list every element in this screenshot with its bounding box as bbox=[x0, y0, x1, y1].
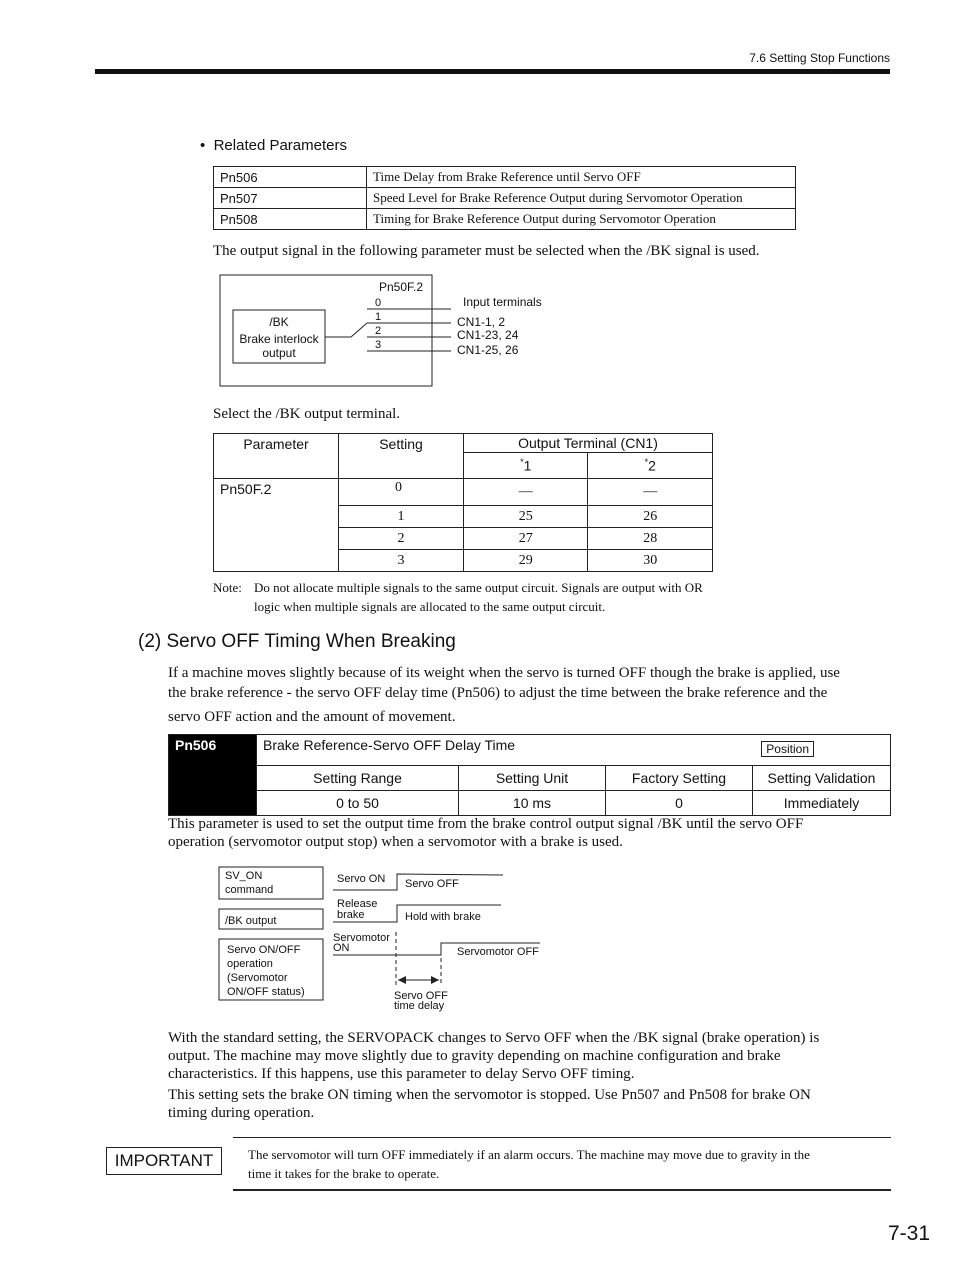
bk-output-label: /BK output bbox=[225, 915, 277, 927]
arrow-head-left bbox=[398, 976, 406, 984]
value-factory-setting: 0 bbox=[606, 791, 753, 816]
important-text bbox=[248, 1145, 810, 1183]
header-setting: Setting bbox=[339, 434, 464, 479]
setting-cell: 0 bbox=[339, 479, 464, 506]
table-header-row bbox=[169, 766, 891, 791]
related-heading-text: Related Parameters bbox=[213, 137, 347, 154]
table-row bbox=[169, 735, 891, 766]
pn50f2-label: Pn50F.2 bbox=[379, 280, 424, 294]
hold-brake-label: Hold with brake bbox=[405, 911, 481, 923]
arrow-head-right bbox=[431, 976, 439, 984]
motor-on-label-2: ON bbox=[333, 942, 350, 954]
header-setting-validation: Setting Validation bbox=[753, 766, 891, 791]
terminal-1-cell: 29 bbox=[464, 550, 588, 572]
output-signal-text: The output signal in the following parameter must be selected when the /BK signal is used. bbox=[213, 243, 760, 259]
param-desc-line1: This parameter is used to set the output time from the brake control output signal /BK until the servo OFF bbox=[168, 816, 804, 832]
section-title: (2) Servo OFF Timing When Breaking bbox=[138, 631, 456, 652]
desc-cell: Time Delay from Brake Reference until Servo OFF bbox=[367, 167, 796, 188]
important-label: IMPORTANT bbox=[106, 1147, 222, 1175]
header-parameter: Parameter bbox=[214, 434, 339, 479]
section-header: 7.6 Setting Stop Functions bbox=[749, 51, 890, 65]
standard-line2: output. The machine may move slightly due to gravity depending on machine configuration and brake bbox=[168, 1048, 781, 1064]
param-cell: Pn508 bbox=[214, 209, 367, 230]
subheader-2 bbox=[588, 453, 713, 479]
terminal-2-cell: 26 bbox=[588, 506, 713, 528]
release-brake-label-2: brake bbox=[337, 909, 365, 921]
table-row bbox=[214, 167, 796, 188]
terminal-2-cell: 30 bbox=[588, 550, 713, 572]
note-line1: Do not allocate multiple signals to the same output circuit. Signals are output with OR bbox=[254, 580, 703, 595]
terminal-1-cell: 27 bbox=[464, 528, 588, 550]
terminal-2-cell: — bbox=[588, 479, 713, 506]
header-rule bbox=[95, 69, 890, 74]
subheader-1-text: 1 bbox=[523, 457, 532, 474]
position-3: 3 bbox=[375, 339, 382, 351]
sv-on-label-2: command bbox=[225, 884, 274, 896]
footnote-star: * bbox=[520, 457, 524, 468]
section-para-line3: servo OFF action and the amount of movement. bbox=[168, 709, 456, 725]
servo-on-label: Servo ON bbox=[337, 873, 386, 885]
important-top-rule bbox=[233, 1137, 891, 1138]
param-name-cell bbox=[257, 735, 891, 766]
subheader-2-text: 2 bbox=[648, 457, 656, 474]
param-number: Pn506 bbox=[175, 737, 217, 753]
table-row bbox=[214, 479, 713, 506]
position-0: 0 bbox=[375, 297, 382, 309]
standard-line1: With the standard setting, the SERVOPACK changes to Servo OFF when the /BK signal (brake operation) is bbox=[168, 1030, 820, 1046]
bk-box-line1: /BK bbox=[269, 315, 289, 329]
output-terminal-table bbox=[213, 433, 713, 572]
release-brake-label-1: Release bbox=[337, 898, 378, 910]
table-row bbox=[214, 209, 796, 230]
note-line2: logic when multiple signals are allocated to the same output circuit. bbox=[254, 599, 606, 614]
param-name: Brake Reference-Servo OFF Delay Time bbox=[263, 737, 516, 753]
delay-label-2: time delay bbox=[394, 1000, 445, 1012]
terminal-1-cell: 25 bbox=[464, 506, 588, 528]
setting-cell: 1 bbox=[339, 506, 464, 528]
bk-box-line2: Brake interlock bbox=[239, 332, 319, 346]
terminal-cn1-25-26: CN1-25, 26 bbox=[457, 343, 519, 357]
desc-cell: Timing for Brake Reference Output during Servomotor Operation bbox=[367, 209, 796, 230]
terminal-2-cell: 28 bbox=[588, 528, 713, 550]
terminal-1-cell: — bbox=[464, 479, 588, 506]
param-cell: Pn50F.2 bbox=[214, 479, 339, 572]
position-1: 1 bbox=[375, 311, 382, 323]
switch-arm bbox=[351, 323, 367, 337]
bullet: • bbox=[200, 137, 214, 154]
timing-diagram bbox=[215, 862, 555, 1014]
sv-on-label-1: SV_ON bbox=[225, 870, 263, 882]
header-setting-range: Setting Range bbox=[257, 766, 459, 791]
footnote-star: * bbox=[644, 457, 649, 468]
important-line1: The servomotor will turn OFF immediately if an alarm occurs. The machine may move due to gravity in the bbox=[248, 1147, 810, 1162]
motor-off-label: Servomotor OFF bbox=[457, 946, 539, 958]
header-output-terminal: Output Terminal (CN1) bbox=[464, 434, 713, 453]
standard-setting-text bbox=[168, 1029, 819, 1122]
page-number: 7-31 bbox=[887, 1222, 930, 1245]
note-label: Note: bbox=[213, 580, 242, 595]
value-setting-range: 0 to 50 bbox=[257, 791, 459, 816]
terminal-cn1-1-2: CN1-1, 2 bbox=[457, 315, 506, 329]
setting-cell: 2 bbox=[339, 528, 464, 550]
desc-cell: Speed Level for Brake Reference Output during Servomotor Operation bbox=[367, 188, 796, 209]
section-para-line1: If a machine moves slightly because of its weight when the servo is turned OFF though the brake is applied, use bbox=[168, 665, 840, 681]
terminal-cn1-23-24: CN1-23, 24 bbox=[457, 328, 519, 342]
position-2: 2 bbox=[375, 325, 382, 337]
servo-off-label: Servo OFF bbox=[405, 878, 459, 890]
subheader-1 bbox=[464, 453, 588, 479]
table-row bbox=[214, 188, 796, 209]
standard-line3: characteristics. If this happens, use this parameter to delay Servo OFF timing. bbox=[168, 1066, 635, 1082]
important-bottom-rule bbox=[233, 1189, 891, 1191]
note bbox=[213, 578, 703, 616]
status-label-4: ON/OFF status) bbox=[227, 986, 305, 998]
related-parameters-heading bbox=[200, 137, 347, 154]
status-label-2: operation bbox=[227, 958, 273, 970]
pn506-parameter-table bbox=[168, 734, 891, 816]
status-label-3: (Servomotor bbox=[227, 972, 288, 984]
section-paragraph bbox=[168, 663, 840, 727]
param-cell: Pn507 bbox=[214, 188, 367, 209]
table-header-row bbox=[214, 434, 713, 453]
section-para-line2: the brake reference - the servo OFF delay time (Pn506) to adjust the time between the brake reference and the bbox=[168, 685, 828, 701]
setting-cell: 3 bbox=[339, 550, 464, 572]
param-desc-line2: operation (servomotor output stop) when a servomotor with a brake is used. bbox=[168, 834, 623, 850]
related-parameters-table bbox=[213, 166, 796, 230]
header-factory-setting: Factory Setting bbox=[606, 766, 753, 791]
param-description bbox=[168, 815, 803, 851]
selector-diagram bbox=[215, 272, 575, 392]
important-line2: time it takes for the brake to operate. bbox=[248, 1166, 440, 1181]
position-badge: Position bbox=[761, 741, 814, 757]
standard-line5: timing during operation. bbox=[168, 1105, 315, 1121]
table-row bbox=[169, 791, 891, 816]
param-number-cell bbox=[169, 735, 257, 816]
bk-box-line3: output bbox=[262, 346, 296, 360]
status-label-1: Servo ON/OFF bbox=[227, 944, 301, 956]
value-setting-validation: Immediately bbox=[753, 791, 891, 816]
select-terminal-text: Select the /BK output terminal. bbox=[213, 406, 401, 422]
param-cell: Pn506 bbox=[214, 167, 367, 188]
input-terminals-label: Input terminals bbox=[463, 295, 542, 309]
delay-label-1: Servo OFF bbox=[394, 990, 448, 1002]
motor-on-label-1: Servomotor bbox=[333, 932, 390, 944]
header-setting-unit: Setting Unit bbox=[459, 766, 606, 791]
value-setting-unit: 10 ms bbox=[459, 791, 606, 816]
standard-line4: This setting sets the brake ON timing when the servomotor is stopped. Use Pn507 and Pn508 for brake ON bbox=[168, 1087, 811, 1103]
